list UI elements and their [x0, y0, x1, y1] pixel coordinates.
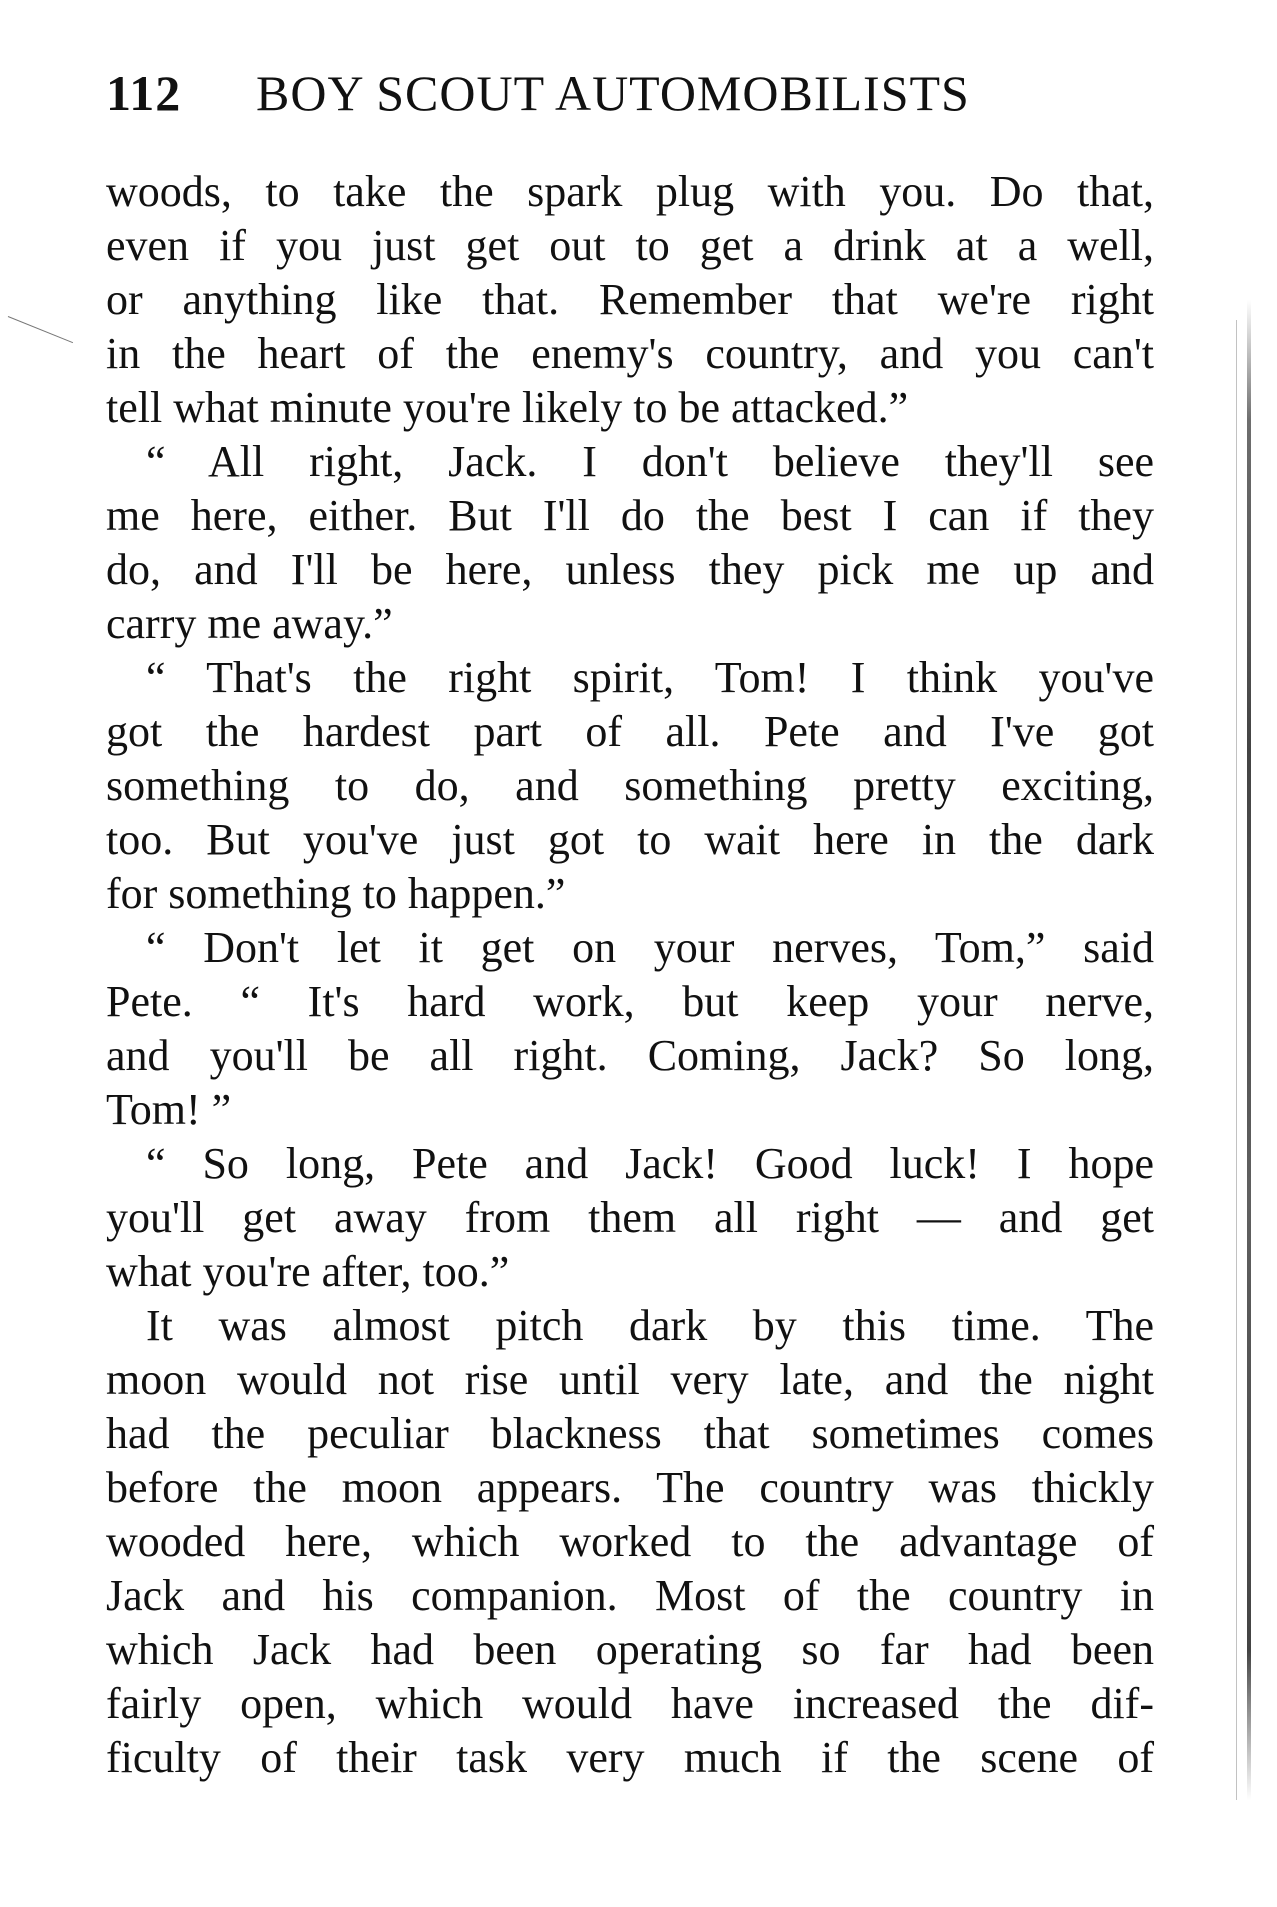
text-line: Jack and his companion. Most of the country in [106, 1571, 1154, 1620]
page-binding-edge [1247, 300, 1251, 1800]
text-line: what you're after, too.” [106, 1247, 510, 1296]
text-line: “ That's the right spirit, Tom! I think you've [146, 653, 1154, 702]
text-line: wooded here, which worked to the advantage of [106, 1517, 1154, 1566]
text-line: tell what minute you're likely to be attacked.” [106, 383, 909, 432]
scan-artifact-mark [8, 316, 73, 343]
text-line: even if you just get out to get a drink at a well, [106, 221, 1154, 270]
text-line: too. But you've just got to wait here in the dark [106, 815, 1154, 864]
text-line: or anything like that. Remember that we're right [106, 275, 1154, 324]
text-line: moon would not rise until very late, and the night [106, 1355, 1154, 1404]
text-line: woods, to take the spark plug with you. Do that, [106, 167, 1154, 216]
text-line: Tom! ” [106, 1085, 232, 1134]
scan-edge-line [1236, 320, 1237, 1800]
book-title: BOY SCOUT AUTOMOBILISTS [256, 65, 970, 121]
text-line: for something to happen.” [106, 869, 566, 918]
text-line: ficulty of their task very much if the scene of [106, 1733, 1154, 1782]
text-line: me here, either. But I'll do the best I can if they [106, 491, 1154, 540]
text-line: do, and I'll be here, unless they pick me up and [106, 545, 1154, 594]
text-line: “ So long, Pete and Jack! Good luck! I hope [146, 1139, 1154, 1188]
text-line: Pete. “ It's hard work, but keep your nerve, [106, 977, 1154, 1026]
body-text [106, 165, 1154, 1785]
text-line: which Jack had been operating so far had been [106, 1625, 1154, 1674]
text-line: had the peculiar blackness that sometimes comes [106, 1409, 1154, 1458]
running-head [106, 58, 1146, 128]
text-line: carry me away.” [106, 599, 393, 648]
text-line: “ All right, Jack. I don't believe they'll see [146, 437, 1154, 486]
text-line: It was almost pitch dark by this time. The [146, 1301, 1154, 1350]
text-line: you'll get away from them all right — and get [106, 1193, 1154, 1242]
text-line: in the heart of the enemy's country, and you can't [106, 329, 1154, 378]
text-line: something to do, and something pretty exciting, [106, 761, 1154, 810]
text-line: and you'll be all right. Coming, Jack? So long, [106, 1031, 1154, 1080]
text-line: fairly open, which would have increased the dif- [106, 1679, 1154, 1728]
text-line: got the hardest part of all. Pete and I've got [106, 707, 1154, 756]
text-line: before the moon appears. The country was thickly [106, 1463, 1154, 1512]
page-number: 112 [106, 65, 182, 121]
text-line: “ Don't let it get on your nerves, Tom,” said [146, 923, 1154, 972]
